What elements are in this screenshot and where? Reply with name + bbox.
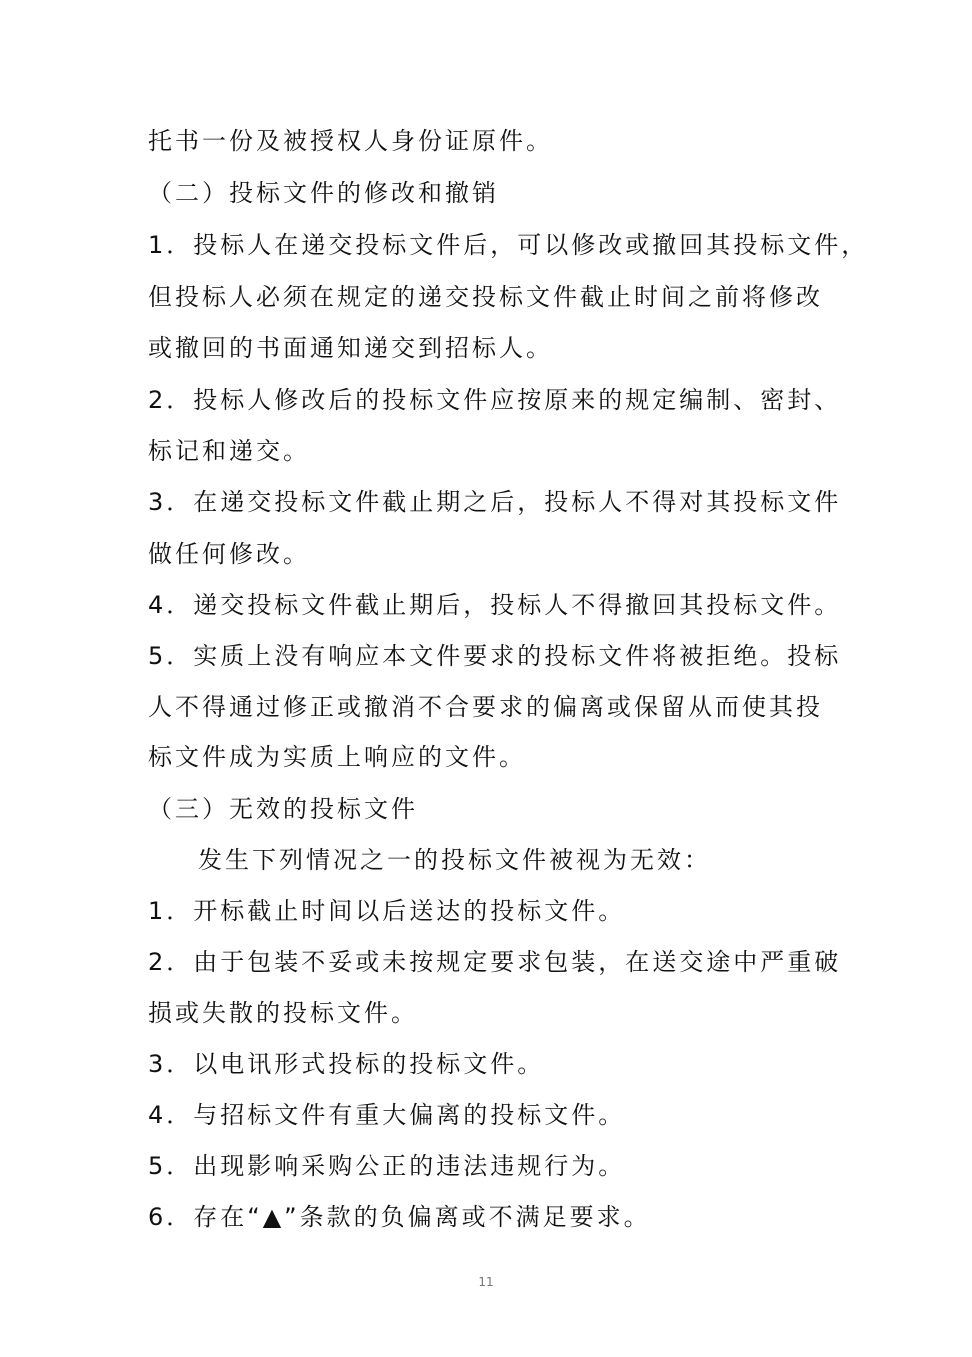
paragraph-line: 做任何修改。 — [148, 540, 310, 568]
paragraph-line: 标文件成为实质上响应的文件。 — [148, 743, 526, 771]
paragraph-line: 1．投标人在递交投标文件后，可以修改或撤回其投标文件， — [148, 231, 869, 259]
paragraph-line: 2．投标人修改后的投标文件应按原来的规定编制、密封、 — [148, 386, 842, 414]
paragraph-line: 损或失散的投标文件。 — [148, 999, 418, 1027]
paragraph-line: 标记和递交。 — [148, 437, 310, 465]
section-heading: （三）无效的投标文件 — [148, 795, 418, 823]
paragraph-line: 4．与招标文件有重大偏离的投标文件。 — [148, 1101, 626, 1129]
paragraph-line: 或撤回的书面通知递交到招标人。 — [148, 334, 553, 362]
paragraph-line: 3．以电讯形式投标的投标文件。 — [148, 1050, 545, 1078]
paragraph-line: 托书一份及被授权人身份证原件。 — [148, 127, 553, 155]
paragraph-line: 2．由于包装不妥或未按规定要求包装，在送交途中严重破 — [148, 948, 842, 976]
paragraph-line: 但投标人必须在规定的递交投标文件截止时间之前将修改 — [148, 283, 823, 311]
paragraph-line: 5．实质上没有响应本文件要求的投标文件将被拒绝。投标 — [148, 642, 842, 670]
page-number: 11 — [478, 1275, 494, 1289]
paragraph-line: 6．存在“▲”条款的负偏离或不满足要求。 — [148, 1203, 651, 1231]
paragraph-line: 1．开标截止时间以后送达的投标文件。 — [148, 897, 626, 925]
paragraph-line: 人不得通过修正或撤消不合要求的偏离或保留从而使其投 — [148, 693, 823, 721]
paragraph-line: 发生下列情况之一的投标文件被视为无效： — [198, 846, 711, 874]
paragraph-line: 5．出现影响采购公正的违法违规行为。 — [148, 1152, 626, 1180]
section-heading: （二）投标文件的修改和撤销 — [148, 179, 499, 207]
paragraph-line: 3．在递交投标文件截止期之后，投标人不得对其投标文件 — [148, 488, 842, 516]
paragraph-line: 4．递交投标文件截止期后，投标人不得撤回其投标文件。 — [148, 591, 842, 619]
